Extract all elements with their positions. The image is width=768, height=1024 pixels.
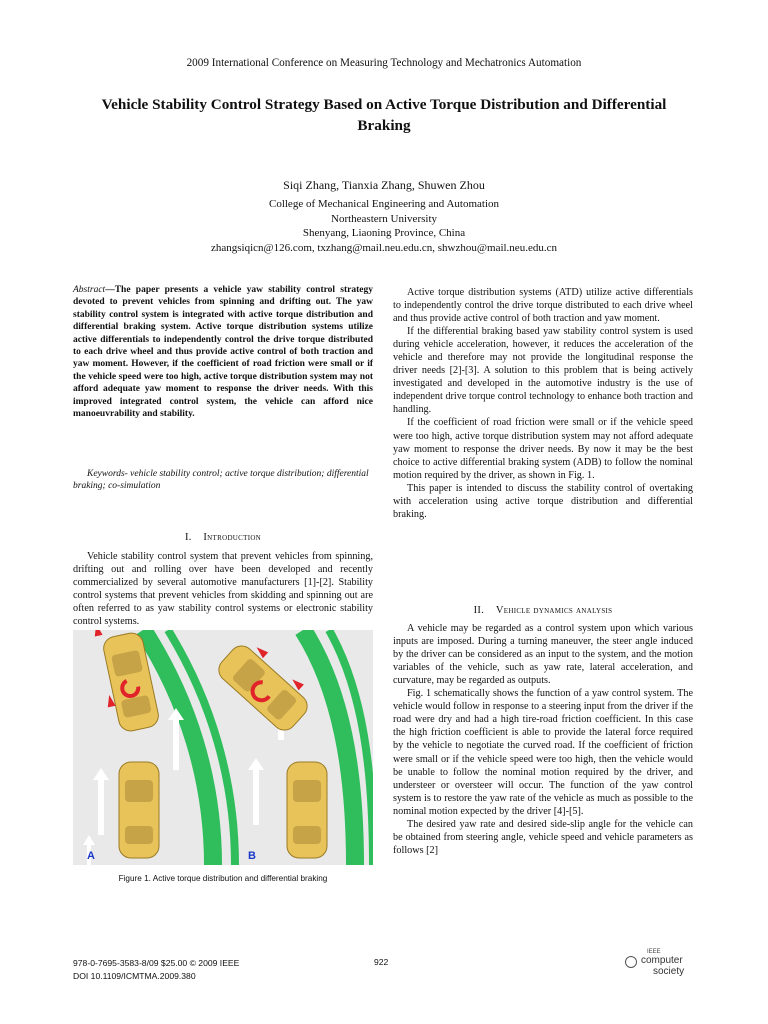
figure-1	[73, 630, 373, 865]
section-number: I.	[184, 532, 192, 543]
section-number: II.	[473, 605, 485, 616]
paragraph: If the coefficient of road friction were small or if the vehicle speed were too high, active torque distribution system may not afford adequate yaw moment to response the driver needs. By now it may be the best choice to active differential braking system (ADB) to follow the nominal motion required by the driver, as shown in Fig. 1.	[393, 417, 693, 481]
paragraph: Active torque distribution systems (ATD) utilize active differentials to independently control the drive torque distributed to each drive wheel and thus provide active control of both traction and yaw moment.	[393, 287, 693, 325]
paragraph: If the differential braking based yaw stability control system is used during vehicle acceleration, however, it reduces the acceleration of the vehicle and therefore may not provide the longitudinal response the driver needs [2]-[3]. A solution to this problem that is being actively investigated and developed in the automotive industry is the use of independent drive torque control technology to enhance both traction and handling.	[393, 326, 693, 416]
doi[interactable]: DOI 10.1109/ICMTMA.2009.380	[73, 970, 196, 981]
abstract-text: The paper presents a vehicle yaw stability control strategy devoted to prevent vehicles from spinning and drifting out. The yaw stability control system is integrated with active torque distribution and differential braking system. Active torque distribution systems utilize active differentials to independently control the drive torque distributed to each drive wheel and thus provide active control of both traction and yaw moment. However, if the coefficient of road friction were small or if the vehicle speed were too high, active torque distribution system may not afford adequate yaw moment to response the driver needs. With this improved integrated control system, the vehicle can afford nice manoeuvrability and stability.	[73, 285, 373, 420]
right-column-intro	[393, 286, 693, 521]
vehicle-b-turning	[214, 634, 319, 735]
paragraph: Fig. 1 schematically shows the function of a yaw control system. The vehicle would follow in response to a steering input from the driver if the road were dry and had a high tire-road friction coefficient. In this case the high friction coefficient is able to provide the lateral force required by the vehicle to negotiate the curved road. If the coefficient of friction were small or if the vehicle speed were too high, then the vehicle would be unable to follow the nominal motion required by the driver, and understeer or oversteer will occur. The function of the yaw control system is to restore the yaw rate of the vehicle as much as possible to the nominal motion expected by the driver [4]-[5].	[393, 688, 693, 817]
paragraph: Vehicle stability control system that prevent vehicles from spinning, drifting out and rolling over have been developed and recently commercialized by several automotive manufacturers [1]-[2]. Stability control systems that prevent vehicles from skidding and spinning out are often referred to as yaw stability control systems or electronic stability control systems.	[73, 551, 373, 628]
author-emails[interactable]: zhangsiqicn@126.com, txzhang@mail.neu.edu.cn, shwzhou@mail.neu.edu.cn	[211, 241, 557, 254]
paragraph: The desired yaw rate and desired side-slip angle for the vehicle can be obtained from steering angle, vehicle speed and vehicle parameters as follows [2]	[393, 818, 693, 856]
section-heading	[73, 531, 373, 544]
figure-label-a: A	[87, 850, 95, 862]
section-title: Introduction	[203, 532, 262, 543]
vehicle-b-straight	[287, 762, 327, 858]
logo-text: society	[653, 966, 685, 977]
abstract-label: Abstract	[73, 285, 106, 295]
affiliation-line: Shenyang, Liaoning Province, China	[302, 227, 466, 240]
figure-label-b: B	[248, 850, 256, 862]
affiliation-line: College of Mechanical Engineering and Automation	[268, 198, 500, 210]
affiliation	[0, 197, 768, 255]
section-vehicle-dynamics	[393, 604, 693, 857]
vehicle-a-straight	[119, 762, 159, 858]
abstract-dash: —	[105, 285, 115, 295]
authors: Siqi Zhang, Tianxia Zhang, Shuwen Zhou	[283, 178, 485, 192]
section-title: Vehicle dynamics analysis	[495, 605, 613, 616]
paper-title: Vehicle Stability Control Strategy Based on Active Torque Distribution and Differential Braking	[101, 96, 667, 134]
isbn: 978-0-7695-3583-8/09 $25.00 © 2009 IEEE	[73, 958, 240, 968]
globe-icon	[625, 956, 637, 968]
section-introduction	[73, 531, 373, 628]
logo-text: computer	[641, 955, 683, 966]
ieee-computer-society-logo	[625, 949, 697, 979]
paragraph: This paper is intended to discuss the stability control of overtaking with acceleration using active torque distribution and differential braking.	[393, 482, 693, 520]
logo-ieee: IEEE	[647, 949, 661, 955]
footer-publication-info	[73, 957, 239, 982]
page-number: 922	[374, 957, 389, 967]
section-heading	[393, 604, 693, 617]
paragraph: A vehicle may be regarded as a control system upon which various inputs are imposed. During a turning maneuver, the steer angle induced by the driver can be considered as an input to the system, and the motion variables of the vehicle, such as yaw rate, lateral acceleration, and curvature, may be regarded as outputs.	[393, 623, 693, 687]
abstract	[73, 284, 373, 420]
conference-header: 2009 International Conference on Measuring Technology and Mechatronics Automation	[186, 57, 582, 69]
figure-caption: Figure 1. Active torque distribution and differential braking	[118, 874, 328, 883]
affiliation-line: Northeastern University	[331, 212, 437, 225]
keywords: Keywords- vehicle stability control; active torque distribution; differential braking; co-simulation	[73, 469, 369, 492]
figure-illustration	[73, 630, 373, 865]
